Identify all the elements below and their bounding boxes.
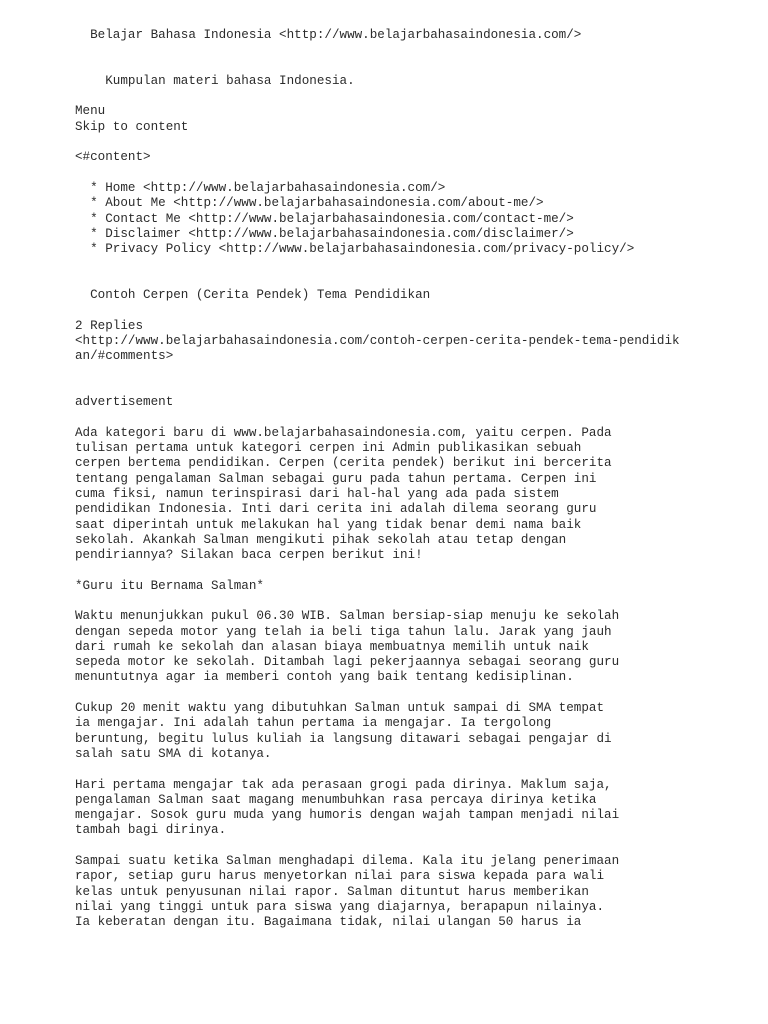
- intro-paragraph: [75, 426, 755, 564]
- story-line: kelas untuk penyusunan nilai rapor. Salman dituntut harus memberikan: [75, 884, 589, 899]
- intro-line: cerpen bertema pendidikan. Cerpen (cerita pendek) berikut ini bercerita: [75, 456, 612, 471]
- story-paragraph: [75, 701, 755, 762]
- story-paragraph: [75, 854, 755, 930]
- site-title-link[interactable]: Belajar Bahasa Indonesia <http://www.belajarbahasaindonesia.com/>: [75, 28, 582, 42]
- nav-item-privacy-policy[interactable]: * Privacy Policy <http://www.belajarbahasaindonesia.com/privacy-policy/>: [75, 242, 635, 257]
- spacer: [75, 257, 755, 288]
- spacer: [75, 686, 755, 701]
- nav-item-home[interactable]: * Home <http://www.belajarbahasaindonesia.com/>: [75, 180, 446, 195]
- spacer: [75, 365, 755, 396]
- story-line: pengalaman Salman saat magang menumbuhkan rasa percaya dirinya ketika: [75, 792, 597, 807]
- story-line: sepeda motor ke sekolah. Ditambah lagi pekerjaannya sebagai seorang guru: [75, 655, 620, 670]
- story-line: Cukup 20 menit waktu yang dibutuhkan Salman untuk sampai di SMA tempat: [75, 701, 605, 716]
- replies-link-continued[interactable]: an/#comments>: [75, 349, 174, 364]
- story-line: tambah bagi dirinya.: [75, 823, 227, 838]
- skip-to-content-link[interactable]: Skip to content: [75, 119, 189, 134]
- story-line: menuntutnya agar ia memberi contoh yang baik tentang kedisiplinan.: [75, 670, 574, 685]
- story-line: ia mengajar. Ini adalah tahun pertama ia mengajar. Ia tergolong: [75, 716, 552, 731]
- story-line: mengajar. Sosok guru muda yang humoris dengan wajah tampan menjadi nilai: [75, 808, 620, 823]
- intro-line: saat diperintah untuk melakukan hal yang tidak benar demi nama baik: [75, 517, 582, 532]
- spacer: [75, 839, 755, 854]
- story-line: Waktu menunjukkan pukul 06.30 WIB. Salman bersiap-siap menuju ke sekolah: [75, 609, 620, 624]
- story-line: dari rumah ke sekolah dan alasan biaya membuatnya memilih untuk naik: [75, 639, 589, 654]
- nav-item-disclaimer[interactable]: * Disclaimer <http://www.belajarbahasaindonesia.com/disclaimer/>: [75, 226, 574, 241]
- menu-toggle[interactable]: Menu: [75, 104, 106, 119]
- site-tagline: Kumpulan materi bahasa Indonesia.: [75, 73, 355, 88]
- advertisement-label: advertisement: [75, 395, 174, 410]
- replies-link[interactable]: <http://www.belajarbahasaindonesia.com/contoh-cerpen-cerita-pendek-tema-pendidik: [75, 333, 680, 348]
- intro-line: cuma fiksi, namun terinspirasi dari hal-hal yang ada pada sistem: [75, 486, 559, 501]
- story-paragraph: [75, 778, 755, 839]
- story-line: dengan sepeda motor yang telah ia beli tiga tahun lalu. Jarak yang jauh: [75, 624, 612, 639]
- spacer: [75, 135, 755, 150]
- story-line: beruntung, begitu lulus kuliah ia langsung ditawari sebagai pengajar di: [75, 731, 612, 746]
- content-anchor-link[interactable]: <#content>: [75, 150, 151, 165]
- story-title: *Guru itu Bernama Salman*: [75, 578, 264, 593]
- intro-line: pendidikan Indonesia. Inti dari cerita ini adalah dilema seorang guru: [75, 502, 597, 517]
- document-page: [75, 28, 755, 931]
- spacer: [75, 594, 755, 609]
- intro-line: tulisan pertama untuk kategori cerpen ini Admin publikasikan sebuah: [75, 441, 582, 456]
- article-title: Contoh Cerpen (Cerita Pendek) Tema Pendidikan: [75, 288, 431, 303]
- spacer: [75, 762, 755, 777]
- story-line: Ia keberatan dengan itu. Bagaimana tidak, nilai ulangan 50 harus ia: [75, 915, 582, 930]
- spacer: [75, 563, 755, 578]
- story-line: salah satu SMA di kotanya.: [75, 746, 272, 761]
- spacer: [75, 43, 755, 74]
- story-line: Sampai suatu ketika Salman menghadapi dilema. Kala itu jelang penerimaan: [75, 854, 620, 869]
- spacer: [75, 303, 755, 318]
- nav-item-contact-me[interactable]: * Contact Me <http://www.belajarbahasaindonesia.com/contact-me/>: [75, 211, 574, 226]
- story-paragraph: [75, 609, 755, 685]
- nav-item-about-me[interactable]: * About Me <http://www.belajarbahasaindonesia.com/about-me/>: [75, 196, 544, 211]
- story-line: rapor, setiap guru harus menyetorkan nilai para siswa kepada para wali: [75, 869, 605, 884]
- story-line: Hari pertama mengajar tak ada perasaan grogi pada dirinya. Maklum saja,: [75, 777, 612, 792]
- story-line: nilai yang tinggi untuk para siswa yang diajarnya, berapapun nilainya.: [75, 899, 605, 914]
- spacer: [75, 410, 755, 425]
- intro-line: pendiriannya? Silakan baca cerpen berikut ini!: [75, 548, 423, 563]
- replies-count[interactable]: 2 Replies: [75, 318, 144, 333]
- intro-line: sekolah. Akankah Salman mengikuti pihak sekolah atau tetap dengan: [75, 532, 567, 547]
- intro-line: Ada kategori baru di www.belajarbahasaindonesia.com, yaitu cerpen. Pada: [75, 425, 612, 440]
- spacer: [75, 166, 755, 181]
- intro-line: tentang pengalaman Salman sebagai guru pada tahun pertama. Cerpen ini: [75, 471, 597, 486]
- spacer: [75, 89, 755, 104]
